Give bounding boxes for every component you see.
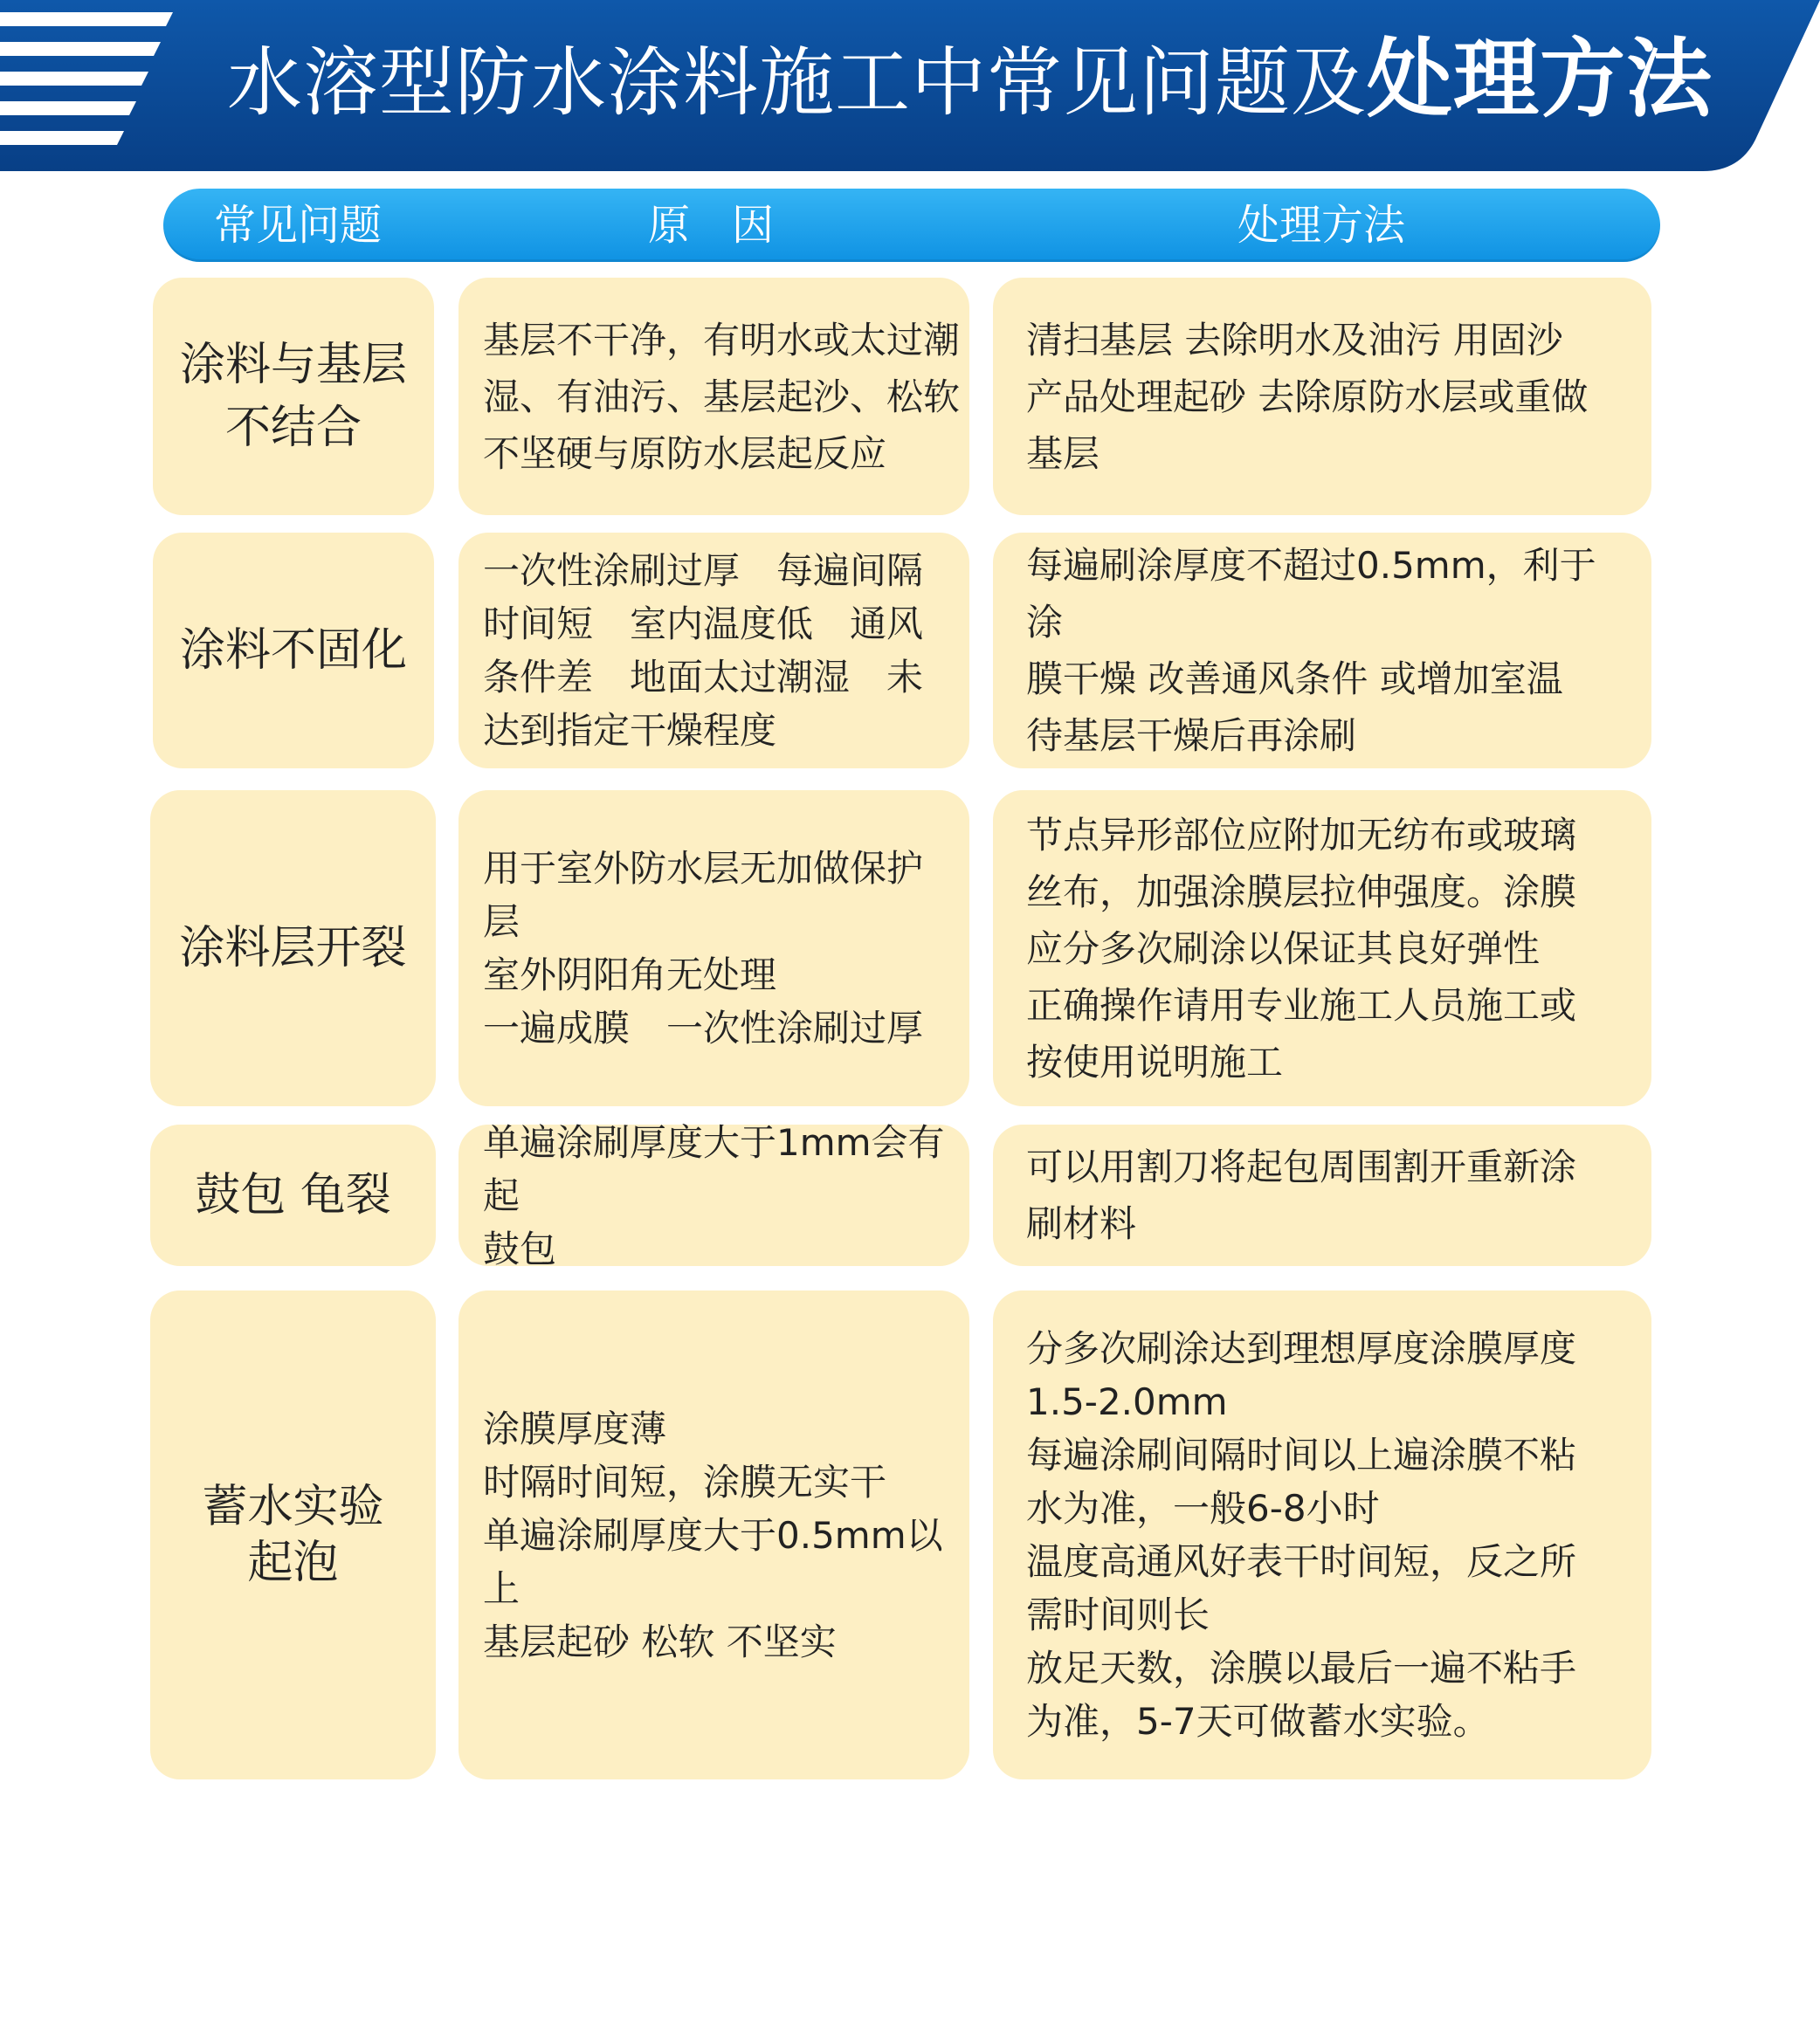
problem-cell bbox=[153, 533, 434, 768]
column-header-cause: 原 因 bbox=[648, 201, 775, 250]
header-banner bbox=[0, 0, 1820, 175]
cause-text: 一次性涂刷过厚 每遍间隔 时间短 室内温度低 通风 条件差 地面太过潮湿 未 达到指定干燥程度 bbox=[483, 549, 924, 752]
page-title bbox=[227, 30, 1713, 129]
problem-cell bbox=[150, 1125, 436, 1266]
column-header-bar bbox=[163, 189, 1660, 262]
cause-cell bbox=[458, 790, 969, 1106]
page-title-bold: 处理方法 bbox=[1367, 30, 1713, 129]
cause-text: 基层不干净，有明水或太过潮 湿、有油污、基层起沙、松软 不坚硬与原防水层起反应 bbox=[483, 318, 961, 475]
problem-cell bbox=[150, 790, 436, 1106]
column-header-solution: 处理方法 bbox=[1237, 201, 1406, 250]
cause-text: 用于室外防水层无加做保护 层 室外阴阳角无处理 一遍成膜 一次性涂刷过厚 bbox=[483, 847, 924, 1050]
cause-text: 单遍涂刷厚度大于1mm会有起 鼓包 bbox=[483, 1120, 945, 1270]
solution-cell bbox=[993, 278, 1651, 515]
solution-text: 节点异形部位应附加无纺布或玻璃 丝布，加强涂膜层拉伸强度。涂膜 应分多次刷涂以保证其良好弹性 正确操作请用专业施工人员施工或 按使用说明施工 bbox=[1026, 813, 1577, 1084]
solution-text: 分多次刷涂达到理想厚度涂膜厚度 1.5-2.0mm 每遍涂刷间隔时间以上遍涂膜不粘 水为准，一般6-8小时 温度高通风好表干时间短，反之所 需时间则长 放足天数，涂膜以最后一遍不粘手 为准，5-7天可做蓄水实验。 bbox=[1026, 1327, 1577, 1743]
solution-text: 可以用割刀将起包周围割开重新涂 刷材料 bbox=[1026, 1146, 1577, 1245]
cause-cell bbox=[458, 1290, 969, 1779]
cause-text: 涂膜厚度薄 时隔时间短，涂膜无实干 单遍涂刷厚度大于0.5mm以上 基层起砂 松软 不坚实 bbox=[483, 1407, 943, 1663]
problem-cell bbox=[153, 278, 434, 515]
solution-cell bbox=[993, 1290, 1651, 1779]
problem-text: 涂料与基层 不结合 bbox=[179, 339, 407, 454]
cause-cell bbox=[458, 1120, 969, 1270]
solution-text: 清扫基层 去除明水及油污 用固沙 产品处理起砂 去除原防水层或重做 基层 bbox=[1026, 318, 1589, 475]
solution-cell bbox=[993, 790, 1651, 1106]
cause-cell bbox=[458, 533, 969, 768]
problem-text: 涂料不固化 bbox=[179, 624, 407, 677]
page-title-main: 水溶型防水涂料施工中常见问题及 bbox=[227, 39, 1367, 127]
cause-cell bbox=[458, 278, 969, 515]
problem-cell bbox=[150, 1290, 436, 1779]
solution-cell bbox=[993, 533, 1651, 768]
solution-text: 每遍刷涂厚度不超过0.5mm，利于涂 膜干燥 改善通风条件 或增加室温 待基层干燥后再涂刷 bbox=[1026, 544, 1596, 757]
problem-text: 蓄水实验 起泡 bbox=[202, 1481, 384, 1589]
solution-cell bbox=[993, 1125, 1651, 1266]
problem-text: 鼓包 龟裂 bbox=[195, 1169, 391, 1222]
problem-text: 涂料层开裂 bbox=[179, 922, 407, 974]
column-header-problem: 常见问题 bbox=[214, 201, 383, 250]
